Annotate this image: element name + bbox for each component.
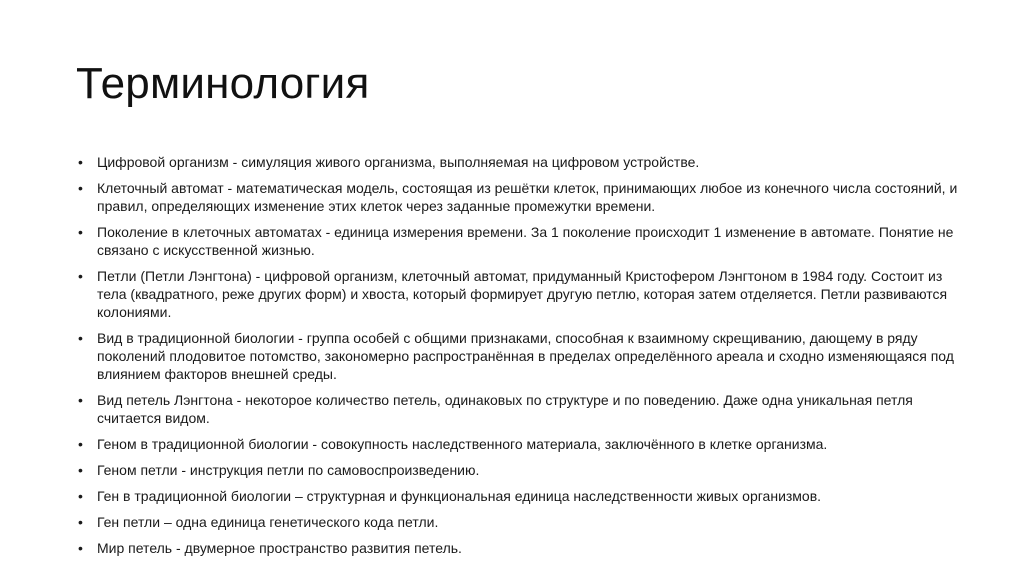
term-item xyxy=(78,153,958,171)
bullet-icon: • xyxy=(78,514,83,530)
bullet-icon: • xyxy=(78,540,83,556)
term-text: Вид петель Лэнгтона - некоторое количество петель, одинаковых по структуре и по поведению. Даже одна уникальная петля считается видом. xyxy=(97,392,913,426)
term-text: Цифровой организм - симуляция живого организма, выполняемая на цифровом устройстве. xyxy=(97,154,700,170)
bullet-icon: • xyxy=(78,154,83,170)
term-text: Ген петли – одна единица генетического кода петли. xyxy=(97,514,439,530)
term-item xyxy=(78,513,958,531)
bullet-icon: • xyxy=(78,392,83,408)
term-item xyxy=(78,435,958,453)
term-item xyxy=(78,539,958,557)
term-list xyxy=(78,153,958,565)
term-item xyxy=(78,461,958,479)
slide-title: Терминология xyxy=(76,59,370,108)
term-text: Поколение в клеточных автоматах - единица измерения времени. За 1 поколение происходит 1 изменение в автомате. Понятие не связано с искусственной жизнью. xyxy=(97,224,954,258)
bullet-icon: • xyxy=(78,224,83,240)
bullet-icon: • xyxy=(78,330,83,346)
term-item xyxy=(78,391,958,427)
term-item xyxy=(78,329,958,383)
bullet-icon: • xyxy=(78,180,83,196)
term-text: Геном петли - инструкция петли по самовоспроизведению. xyxy=(97,462,480,478)
term-item xyxy=(78,487,958,505)
term-text: Ген в традиционной биологии – структурная и функциональная единица наследственности живых организмов. xyxy=(97,488,822,504)
bullet-icon: • xyxy=(78,488,83,504)
term-text: Вид в традиционной биологии - группа особей с общими признаками, способная к взаимному скрещиванию, дающему в ряду поколений плодовитое потомство, закономерно распространённая в пределах определённого ареала и сходно изменяющаяся под влиянием факторов внешней среды. xyxy=(97,330,954,382)
bullet-icon: • xyxy=(78,462,83,478)
term-item xyxy=(78,223,958,259)
bullet-icon: • xyxy=(78,268,83,284)
term-text: Петли (Петли Лэнгтона) - цифровой организм, клеточный автомат, придуманный Кристофером Лэнгтоном в 1984 году. Состоит из тела (квадратного, реже других форм) и хвоста, который формирует другую петлю, которая затем отделяется. Петли развиваются колониями. xyxy=(97,268,948,320)
term-text: Клеточный автомат - математическая модель, состоящая из решётки клеток, принимающих любое из конечного числа состояний, и правил, определяющих изменение этих клеток через заданные промежутки времени. xyxy=(97,180,958,214)
term-text: Геном в традиционной биологии - совокупность наследственного материала, заключённого в клетке организма. xyxy=(97,436,828,452)
term-item xyxy=(78,267,958,321)
bullet-icon: • xyxy=(78,436,83,452)
term-item xyxy=(78,179,958,215)
term-text: Мир петель - двумерное пространство развития петель. xyxy=(97,540,462,556)
